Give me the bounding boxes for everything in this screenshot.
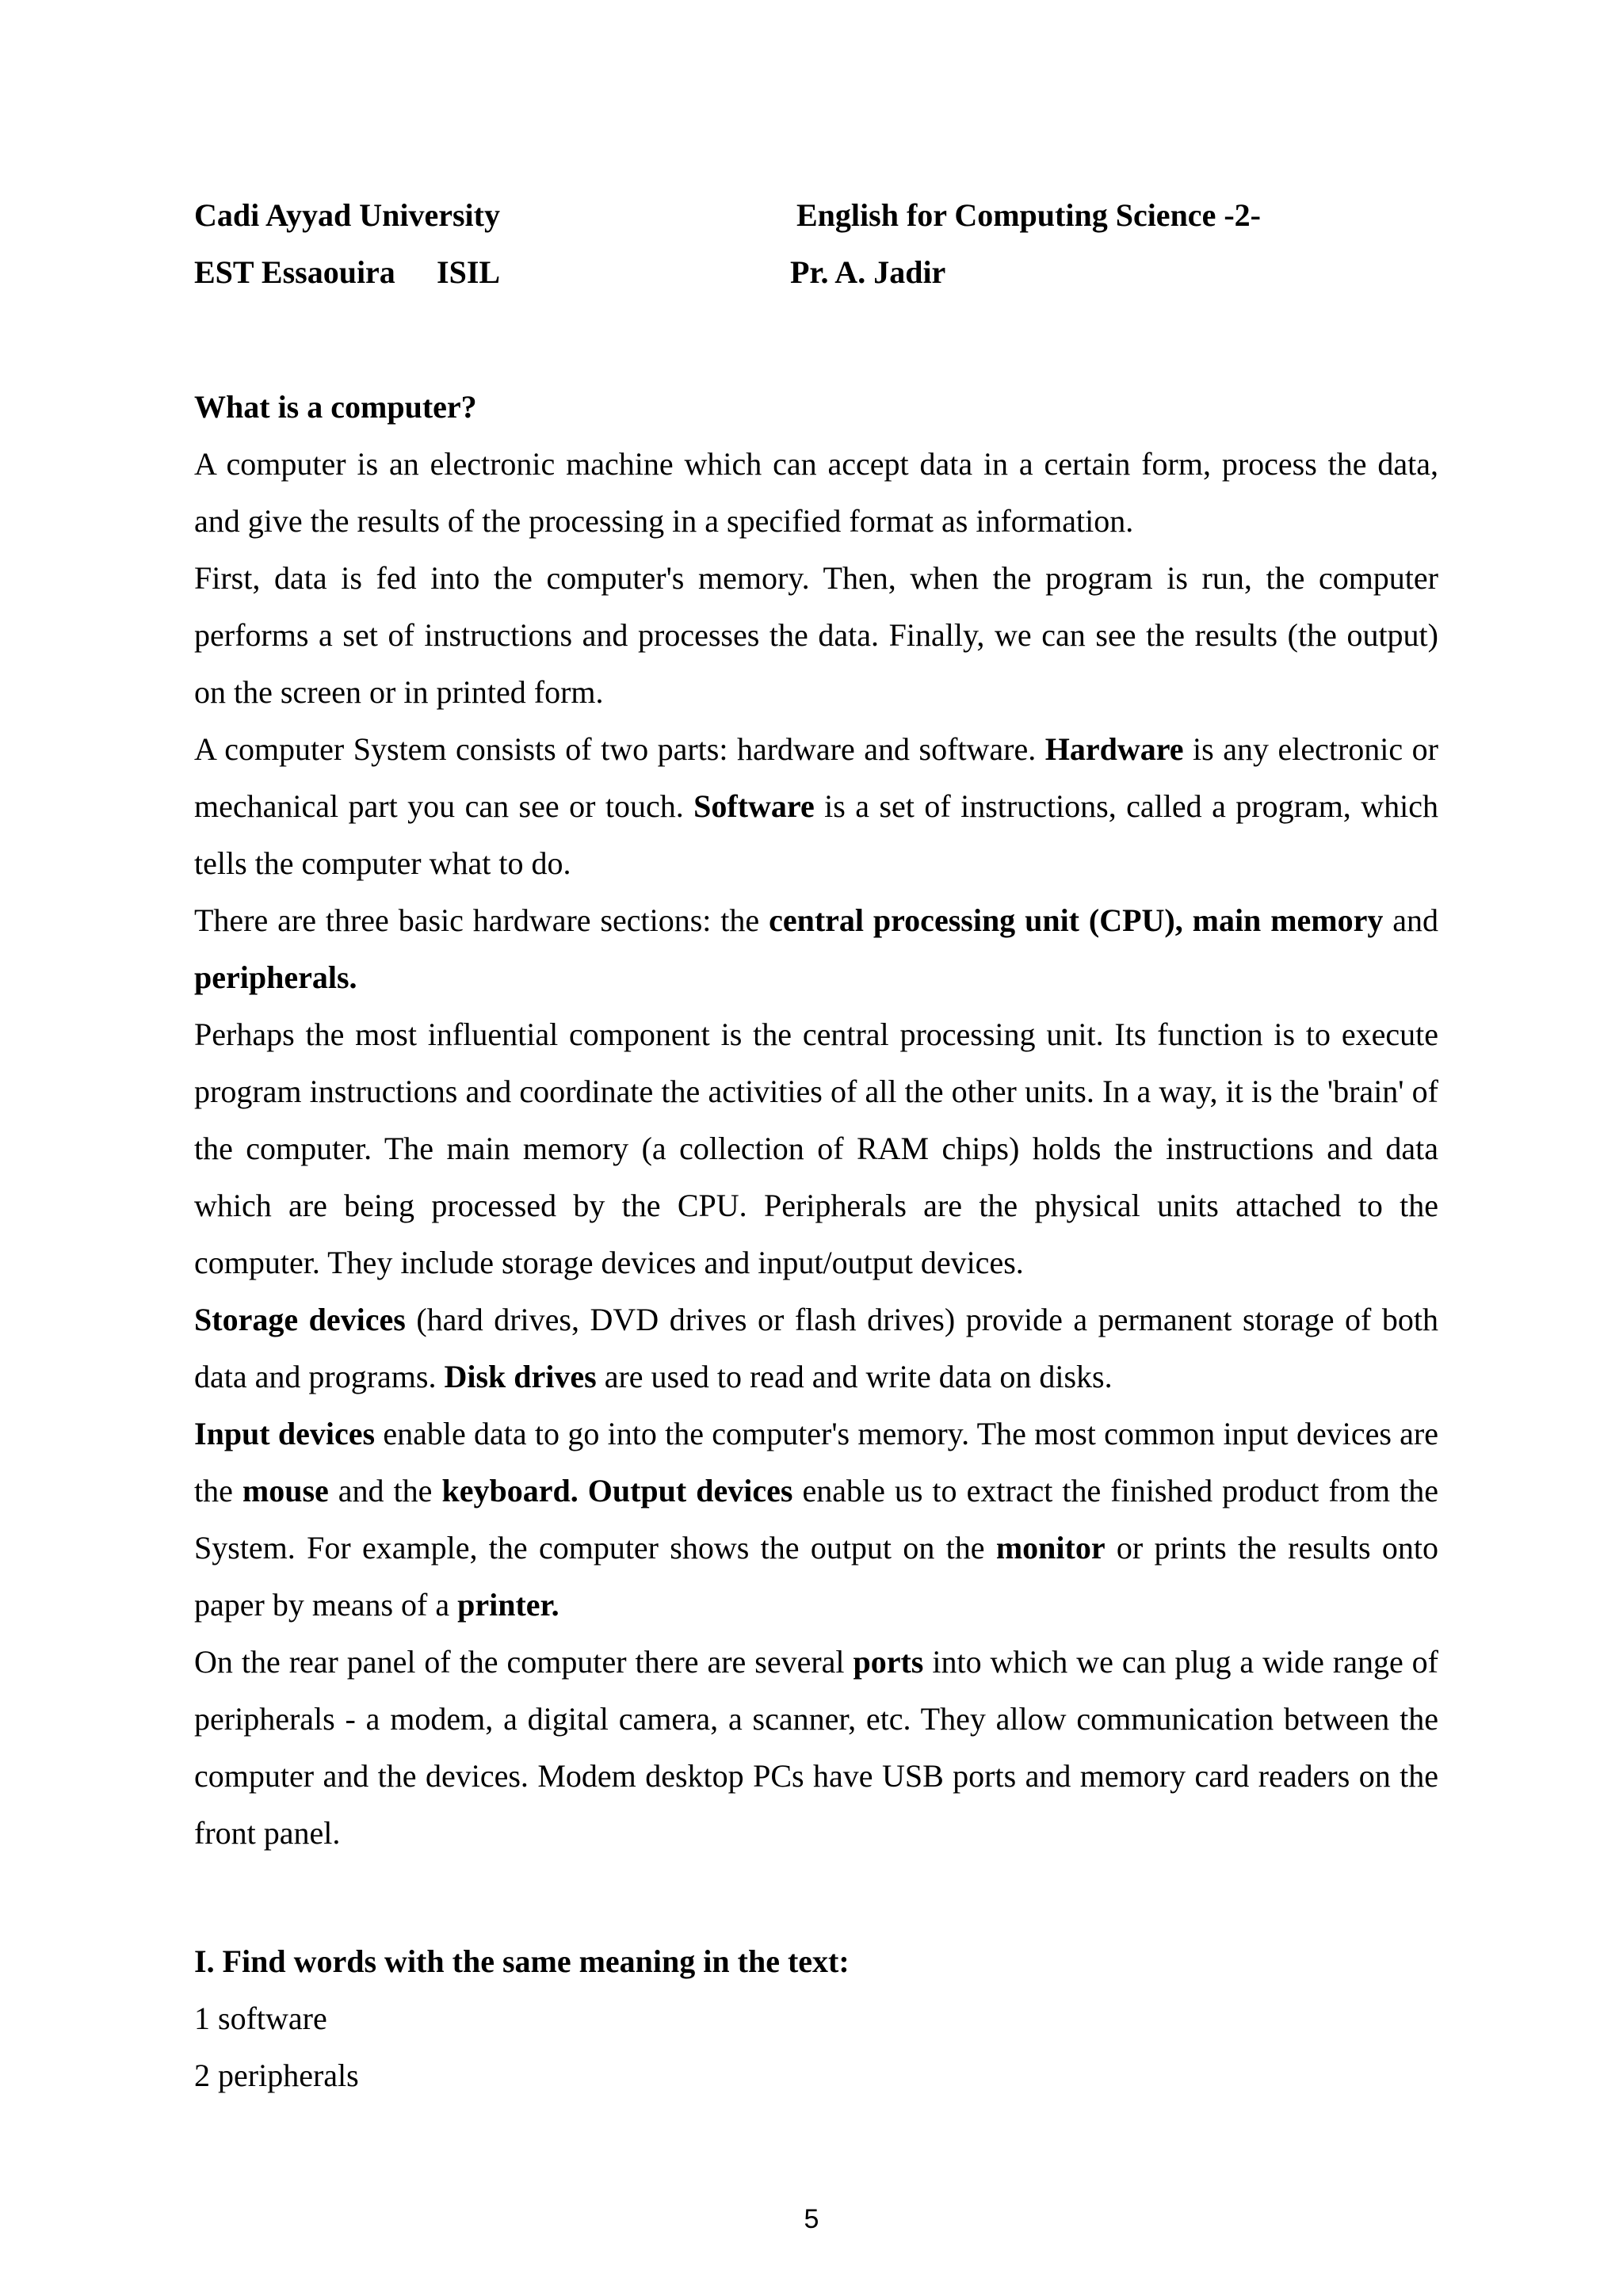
professor-name: Pr. A. Jadir <box>790 254 946 290</box>
paragraph-ports <box>194 1634 1438 1862</box>
text-run: enable us to extract the finished product from the System. For example, the computer shows the output on the <box>194 1473 1439 1566</box>
term-monitor: monitor <box>995 1530 1106 1566</box>
exercise-item: 1 software <box>194 2000 327 2036</box>
term-printer: printer. <box>457 1587 559 1623</box>
term-cpu: central processing unit <box>769 902 1079 938</box>
paragraph-storage <box>194 1291 1438 1405</box>
text-run <box>579 1473 588 1508</box>
text-run: into which we can plug a wide range of peripherals - a modem, a digital camera, a scanner, etc. They allow communication between the computer and the devices. Modem desktop PCs have USB ports and memory card readers on the front panel. <box>194 1644 1438 1851</box>
paragraph-io <box>194 1405 1438 1634</box>
text-run: (hard drives, DVD drives or flash drives) provide a permanent storage of both data and programs. <box>194 1302 1439 1394</box>
text-run: There are three basic hardware sections: the <box>194 902 769 938</box>
term-main-memory: main memory <box>1192 902 1384 938</box>
document-header <box>194 187 1438 314</box>
text-run: enable data to go into the computer's memory. The most common input devices are the <box>194 1416 1438 1508</box>
term-input-devices: Input devices <box>194 1416 376 1451</box>
text-run: are used to read and write data on disks. <box>596 1359 1113 1394</box>
text-run: is any electronic or mechanical part you can see or touch. <box>194 731 1438 824</box>
term-storage-devices: Storage devices <box>194 1302 406 1337</box>
term-output-devices: Output devices <box>587 1473 793 1508</box>
text-run: is a set of instructions, called a program, which tells the computer what to do. <box>194 788 1438 881</box>
section-spacer <box>194 1862 1438 1933</box>
term-cpu-abbr: (CPU), <box>1079 902 1193 938</box>
university-name: Cadi Ayyad University <box>194 197 500 233</box>
term-software: Software <box>693 788 815 824</box>
text-run: On the rear panel of the computer there are several <box>194 1644 854 1680</box>
paragraph-system <box>194 721 1438 892</box>
page-number: 5 <box>804 2204 819 2234</box>
document-body <box>194 379 1438 2104</box>
paragraph-cpu: Perhaps the most influential component is the central processing unit. Its function is to execute program instructions and coordinate the activities of all the other units. In a way, it is the 'brain' of the computer. The main memory (a collection of RAM chips) holds the instructions and data which are being processed by the CPU. Peripherals are the physical units attached to the computer. They include storage devices and input/output devices. <box>194 1016 1438 1280</box>
text-run: and <box>1383 902 1438 938</box>
exercise-item: 2 peripherals <box>194 2058 359 2093</box>
paragraph-process: First, data is fed into the computer's memory. Then, when the program is run, the computer performs a set of instructions and processes the data. Finally, we can see the results (the output) on the screen or in printed form. <box>194 560 1438 710</box>
program-name: ISIL <box>437 254 501 290</box>
text-run: and the <box>328 1473 442 1508</box>
term-ports: ports <box>853 1644 924 1680</box>
term-mouse: mouse <box>242 1473 329 1508</box>
paragraph-definition: A computer is an electronic machine which can accept data in a certain form, process the data, and give the results of the processing in a specified format as information. <box>194 446 1438 539</box>
exercise-title: I. Find words with the same meaning in the text: <box>194 1943 850 1979</box>
term-disk-drives: Disk drives <box>444 1359 597 1394</box>
text-run: A computer System consists of two parts: hardware and software. <box>194 731 1045 767</box>
term-peripherals: peripherals. <box>194 959 357 995</box>
section-title: What is a computer? <box>194 389 477 425</box>
course-title: English for Computing Science -2- <box>796 197 1261 233</box>
paragraph-sections <box>194 892 1438 1006</box>
school-name: EST Essaouira <box>194 254 395 290</box>
term-keyboard: keyboard. <box>441 1473 579 1508</box>
text-run: or prints the results onto paper by means of a <box>194 1530 1438 1623</box>
term-hardware: Hardware <box>1044 731 1184 767</box>
